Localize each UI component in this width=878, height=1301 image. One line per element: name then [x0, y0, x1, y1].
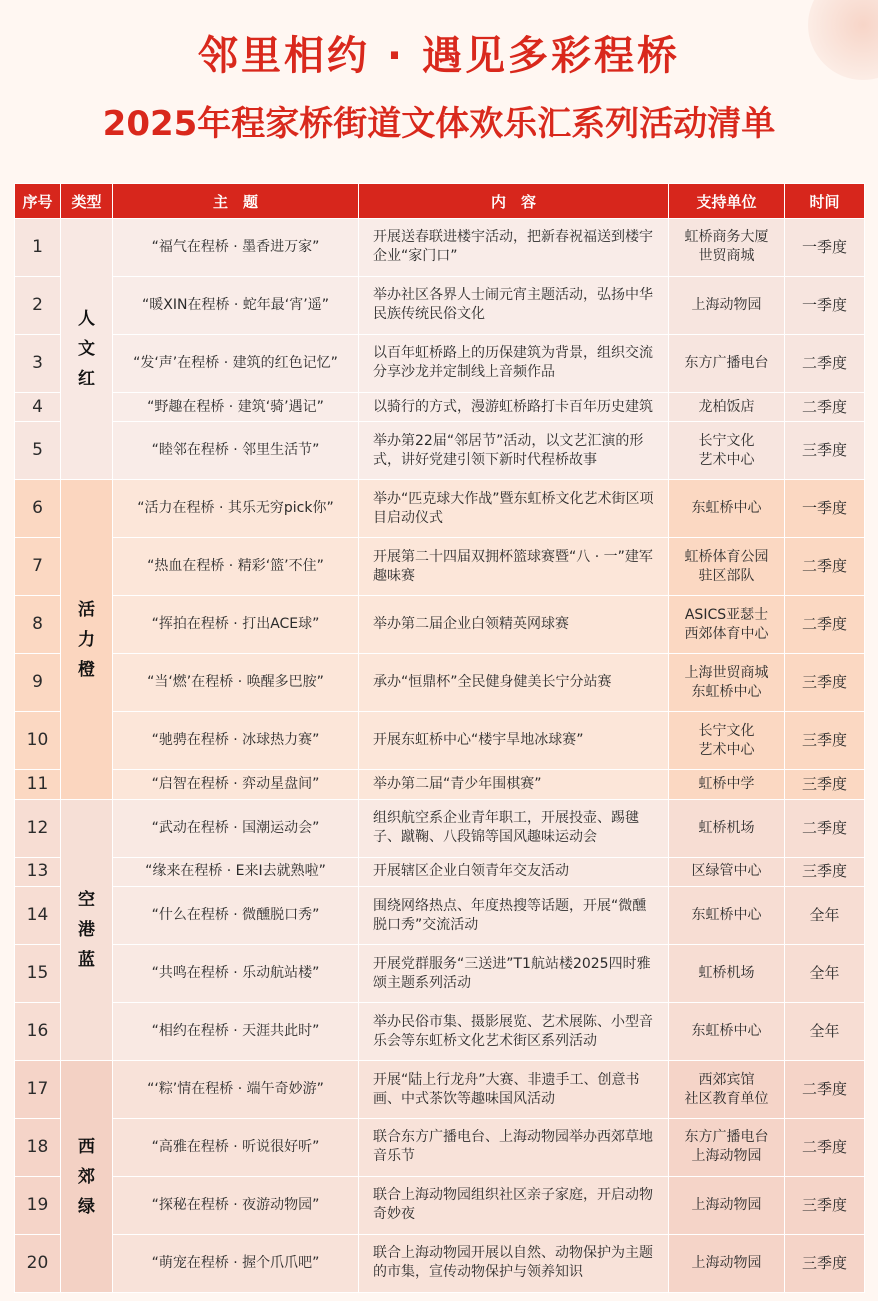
row-theme: “暖XIN在程桥 · 蛇年最‘宵’遥” — [113, 276, 359, 334]
row-content: 开展“陆上行龙舟”大赛、非遗手工、创意书画、中式茶饮等趣味国风活动 — [359, 1061, 669, 1119]
table-row — [15, 422, 865, 480]
row-content: 组织航空系企业青年职工，开展投壶、踢毽子、蹴鞠、八段锦等国风趣味运动会 — [359, 799, 669, 857]
support-unit-line: 区绿管中心 — [691, 863, 762, 880]
support-unit-line: 上海动物园 — [691, 1148, 762, 1165]
row-number: 18 — [15, 1119, 61, 1177]
row-support-unit — [669, 1061, 785, 1119]
row-number: 12 — [15, 799, 61, 857]
table-row — [15, 219, 865, 277]
support-unit-line: 虹桥中学 — [698, 775, 755, 792]
row-time: 全年 — [785, 945, 865, 1003]
row-time: 二季度 — [785, 392, 865, 422]
header-theme: 主 题 — [113, 184, 359, 219]
row-content: 承办“恒鼎杯”全民健身健美长宁分站赛 — [359, 654, 669, 712]
header-support: 支持单位 — [669, 184, 785, 219]
category-cell — [61, 480, 113, 799]
row-time: 三季度 — [785, 770, 865, 800]
row-number: 16 — [15, 1003, 61, 1061]
support-unit-line: 上海动物园 — [691, 296, 762, 313]
row-content: 开展辖区企业白领青年交友活动 — [359, 857, 669, 887]
support-unit-line: 艺术中心 — [698, 451, 755, 468]
row-time: 全年 — [785, 1003, 865, 1061]
category-char: 文 — [78, 339, 95, 360]
row-theme: “福气在程桥 · 墨香进万家” — [113, 219, 359, 277]
row-support-unit — [669, 945, 785, 1003]
category-char: 力 — [78, 629, 95, 650]
row-content: 举办“匹克球大作战”暨东虹桥文化艺术街区项目启动仪式 — [359, 480, 669, 538]
row-number: 19 — [15, 1176, 61, 1234]
support-unit-line: 世贸商城 — [698, 248, 755, 265]
row-theme: “热血在程桥 · 精彩‘篮’不住” — [113, 538, 359, 596]
row-time: 二季度 — [785, 1119, 865, 1177]
table-row — [15, 538, 865, 596]
support-unit-line: 虹桥商务大厦 — [684, 229, 769, 246]
support-unit-line: 虹桥体育公园 — [684, 548, 769, 565]
row-content: 举办第二届企业白领精英网球赛 — [359, 596, 669, 654]
support-unit-line: 长宁文化 — [698, 432, 755, 449]
row-theme: “发‘声’在程桥 · 建筑的红色记忆” — [113, 334, 359, 392]
category-char: 人 — [78, 309, 95, 330]
row-time: 一季度 — [785, 480, 865, 538]
row-support-unit — [669, 857, 785, 887]
row-content: 开展送春联进楼宇活动，把新春祝福送到楼宇企业“家门口” — [359, 219, 669, 277]
row-theme: “共鸣在程桥 · 乐动航站楼” — [113, 945, 359, 1003]
row-number: 15 — [15, 945, 61, 1003]
row-number: 20 — [15, 1234, 61, 1292]
row-time: 一季度 — [785, 219, 865, 277]
row-number: 2 — [15, 276, 61, 334]
header-no: 序号 — [15, 184, 61, 219]
support-unit-line: 东虹桥中心 — [691, 907, 762, 924]
row-number: 17 — [15, 1061, 61, 1119]
support-unit-line: ASICS亚瑟士 — [684, 606, 769, 623]
row-content: 举办民俗市集、摄影展览、艺术展陈、小型音乐会等东虹桥文化艺术街区系列活动 — [359, 1003, 669, 1061]
row-support-unit — [669, 219, 785, 277]
support-unit-line: 虹桥机场 — [698, 819, 755, 836]
row-number: 5 — [15, 422, 61, 480]
category-char: 绿 — [78, 1196, 95, 1217]
table-row — [15, 480, 865, 538]
table-row — [15, 1176, 865, 1234]
row-time: 三季度 — [785, 422, 865, 480]
row-support-unit — [669, 799, 785, 857]
row-time: 三季度 — [785, 654, 865, 712]
category-char: 橙 — [78, 659, 95, 680]
table-row — [15, 799, 865, 857]
table-row — [15, 712, 865, 770]
row-support-unit — [669, 712, 785, 770]
row-theme: “‘粽’情在程桥 · 端午奇妙游” — [113, 1061, 359, 1119]
category-char: 蓝 — [78, 949, 95, 970]
support-unit-line: 东方广播电台 — [684, 354, 769, 371]
row-time: 三季度 — [785, 712, 865, 770]
row-theme: “当‘燃’在程桥 · 唤醒多巴胺” — [113, 654, 359, 712]
row-time: 二季度 — [785, 334, 865, 392]
row-content: 开展东虹桥中心“楼宇旱地冰球赛” — [359, 712, 669, 770]
row-theme: “挥拍在程桥 · 打出ACE球” — [113, 596, 359, 654]
category-cell — [61, 1061, 113, 1293]
row-support-unit — [669, 276, 785, 334]
row-support-unit — [669, 480, 785, 538]
table-row — [15, 654, 865, 712]
row-time: 三季度 — [785, 1234, 865, 1292]
table-row — [15, 596, 865, 654]
table-row — [15, 770, 865, 800]
row-content: 联合东方广播电台、上海动物园举办西郊草地音乐节 — [359, 1119, 669, 1177]
row-support-unit — [669, 1003, 785, 1061]
row-content: 以百年虹桥路上的历保建筑为背景，组织交流分享沙龙并定制线上音频作品 — [359, 334, 669, 392]
support-unit-line: 驻区部队 — [698, 567, 755, 584]
table-header-row — [15, 184, 865, 219]
row-content: 举办社区各界人士闹元宵主题活动，弘扬中华民族传统民俗文化 — [359, 276, 669, 334]
header-time: 时间 — [785, 184, 865, 219]
header-content: 内 容 — [359, 184, 669, 219]
row-theme: “缘来在程桥 · E来I去就熟啦” — [113, 857, 359, 887]
row-support-unit — [669, 538, 785, 596]
category-cell — [61, 799, 113, 1060]
page-title: 邻里相约 · 遇见多彩程桥 — [197, 33, 681, 79]
row-time: 二季度 — [785, 538, 865, 596]
row-time: 全年 — [785, 887, 865, 945]
row-content: 联合上海动物园开展以自然、动物保护为主题的市集，宣传动物保护与领养知识 — [359, 1234, 669, 1292]
table-row — [15, 945, 865, 1003]
row-support-unit — [669, 392, 785, 422]
category-cell — [61, 219, 113, 480]
row-theme: “启智在程桥 · 弈动星盘间” — [113, 770, 359, 800]
table-body — [15, 219, 865, 1293]
support-unit-line: 上海动物园 — [691, 1254, 762, 1271]
row-content: 举办第二届“青少年围棋赛” — [359, 770, 669, 800]
category-char: 红 — [78, 369, 95, 390]
category-char: 港 — [78, 919, 95, 940]
row-support-unit — [669, 422, 785, 480]
row-theme: “高雅在程桥 · 听说很好听” — [113, 1119, 359, 1177]
row-theme: “睦邻在程桥 · 邻里生活节” — [113, 422, 359, 480]
support-unit-line: 上海动物园 — [691, 1196, 762, 1213]
row-support-unit — [669, 887, 785, 945]
row-time: 二季度 — [785, 1061, 865, 1119]
support-unit-line: 社区教育单位 — [684, 1090, 769, 1107]
category-char: 西 — [78, 1136, 95, 1157]
table-row — [15, 1003, 865, 1061]
table-row — [15, 1234, 865, 1292]
row-time: 二季度 — [785, 596, 865, 654]
support-unit-line: 上海世贸商城 — [684, 664, 769, 681]
row-theme: “驰骋在程桥 · 冰球热力赛” — [113, 712, 359, 770]
table-row — [15, 392, 865, 422]
row-number: 14 — [15, 887, 61, 945]
support-unit-line: 西郊宾馆 — [698, 1071, 755, 1088]
row-content: 开展党群服务“三送进”T1航站楼2025四时雅颂主题系列活动 — [359, 945, 669, 1003]
row-number: 9 — [15, 654, 61, 712]
table-row — [15, 857, 865, 887]
row-time: 一季度 — [785, 276, 865, 334]
row-support-unit — [669, 1176, 785, 1234]
category-char: 郊 — [78, 1166, 95, 1187]
row-support-unit — [669, 334, 785, 392]
row-number: 3 — [15, 334, 61, 392]
row-theme: “萌宠在程桥 · 握个爪爪吧” — [113, 1234, 359, 1292]
row-time: 二季度 — [785, 799, 865, 857]
row-time: 三季度 — [785, 857, 865, 887]
support-unit-line: 东虹桥中心 — [691, 683, 762, 700]
row-theme: “武动在程桥 · 国潮运动会” — [113, 799, 359, 857]
category-char: 空 — [78, 889, 95, 910]
category-char: 活 — [78, 599, 95, 620]
row-content: 举办第22届“邻居节”活动，以文艺汇演的形式，讲好党建引领下新时代程桥故事 — [359, 422, 669, 480]
row-time: 三季度 — [785, 1176, 865, 1234]
support-unit-line: 西郊体育中心 — [684, 625, 769, 642]
support-unit-line: 龙柏饭店 — [698, 398, 755, 415]
row-number: 11 — [15, 770, 61, 800]
row-theme: “野趣在程桥 · 建筑‘骑’遇记” — [113, 392, 359, 422]
support-unit-line: 长宁文化 — [698, 722, 755, 739]
row-theme: “相约在程桥 · 天涯共此时” — [113, 1003, 359, 1061]
header-type: 类型 — [61, 184, 113, 219]
table-row — [15, 887, 865, 945]
support-unit-line: 东虹桥中心 — [691, 500, 762, 517]
row-support-unit — [669, 654, 785, 712]
row-theme: “什么在程桥 · 微醺脱口秀” — [113, 887, 359, 945]
row-number: 1 — [15, 219, 61, 277]
row-support-unit — [669, 770, 785, 800]
row-support-unit — [669, 596, 785, 654]
table-row — [15, 276, 865, 334]
row-number: 10 — [15, 712, 61, 770]
row-content: 围绕网络热点、年度热搜等话题，开展“微醺脱口秀”交流活动 — [359, 887, 669, 945]
row-number: 4 — [15, 392, 61, 422]
row-theme: “活力在程桥 · 其乐无穷pick你” — [113, 480, 359, 538]
support-unit-line: 艺术中心 — [698, 741, 755, 758]
table-row — [15, 1061, 865, 1119]
row-support-unit — [669, 1234, 785, 1292]
support-unit-line: 东虹桥中心 — [691, 1023, 762, 1040]
row-content: 开展第二十四届双拥杯篮球赛暨“八 · 一”建军趣味赛 — [359, 538, 669, 596]
row-content: 以骑行的方式，漫游虹桥路打卡百年历史建筑 — [359, 392, 669, 422]
row-theme: “探秘在程桥 · 夜游动物园” — [113, 1176, 359, 1234]
support-unit-line: 东方广播电台 — [684, 1129, 769, 1146]
table-row — [15, 1119, 865, 1177]
row-content: 联合上海动物园组织社区亲子家庭，开启动物奇妙夜 — [359, 1176, 669, 1234]
row-number: 6 — [15, 480, 61, 538]
table-row — [15, 334, 865, 392]
support-unit-line: 虹桥机场 — [698, 965, 755, 982]
row-number: 8 — [15, 596, 61, 654]
row-number: 13 — [15, 857, 61, 887]
activity-table — [14, 183, 865, 1293]
page-subtitle: 2025年程家桥街道文体欢乐汇系列活动清单 — [102, 104, 776, 144]
row-support-unit — [669, 1119, 785, 1177]
row-number: 7 — [15, 538, 61, 596]
